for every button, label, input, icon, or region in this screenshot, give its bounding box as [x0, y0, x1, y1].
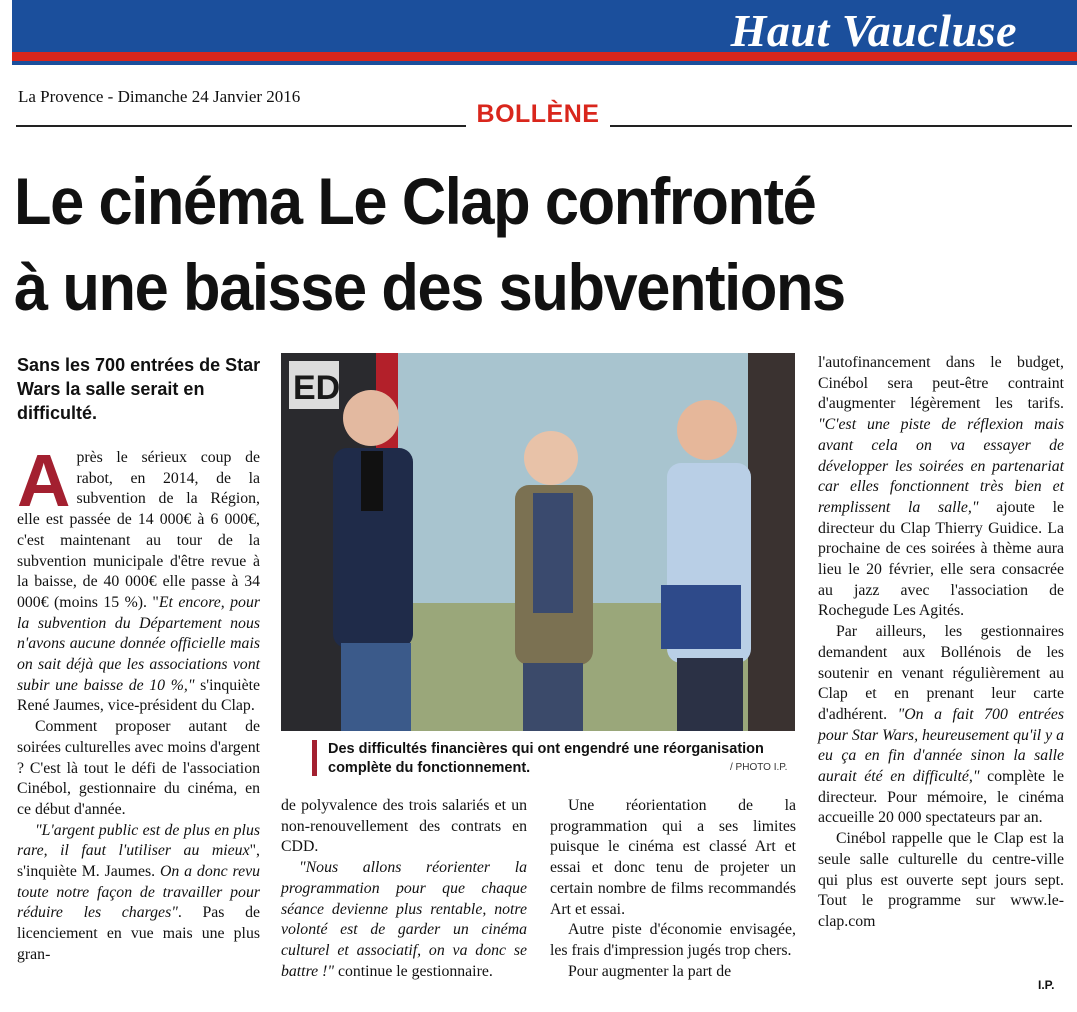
paragraph: Comment proposer autant de soirées culturelles avec moins d'argent ? C'est là tout le défi de l'association Cinébol, gestionnaire du cinéma, en ce début d'année.: [17, 718, 260, 818]
article-column-4: [818, 353, 1064, 933]
quote-run: On a donc revu toute notre façon de travailler pour réduire les charges": [17, 863, 260, 922]
rule-left: [16, 125, 466, 127]
drop-cap: A: [17, 439, 71, 522]
text-run: ", s'inquiète M. Jaumes.: [17, 842, 260, 881]
photo-credit: / PHOTO I.P.: [730, 762, 788, 773]
section-label: BOLLÈNE: [476, 100, 600, 128]
quote-run: "C'est une piste de réflexion mais avant cela on va essayer de développer les soirées en partenariat car elles fonctionnent très bien et remplissent la salle,": [818, 416, 1064, 516]
paragraph: Autre piste d'économie envisagée, les frais d'impression jugés trop chers.: [550, 921, 796, 959]
paragraph: [17, 821, 260, 966]
quote-run: "Nous allons réorienter la programmation pour que chaque séance devienne plus rentable, notre volonté est de garder un cinéma culturel et associatif, on va donc se battre !": [281, 859, 527, 980]
edition-title: Haut Vaucluse: [730, 5, 1017, 56]
paragraph: Cinébol rappelle que le Clap est la seule salle culturelle du centre-ville qui plus est ouverte sept jours sept. Tout le programme sur www.le-clap.com: [818, 830, 1064, 930]
text-run: complète le directeur. Pour mémoire, le cinéma accueille 20 000 spectateurs par an.: [818, 768, 1065, 827]
article-column-1: [17, 439, 261, 966]
paragraph: de polyvalence des trois salariés et un non-renouvellement des contrats en CDD.: [281, 797, 527, 856]
text-run: l'autofinancement dans le budget, Cinébol sera peut-être contraint d'augmenter légèrement les tarifs.: [818, 354, 1064, 413]
masthead-banner: [0, 0, 1077, 66]
standfirst: Sans les 700 entrées de Star Wars la salle serait en difficulté.: [17, 355, 261, 423]
quote-run: Et encore, pour la subvention du Département nous n'avons aucune donnée officielle mais on sait déjà que les associations vont subir une baisse de 10 %,": [17, 593, 261, 694]
text-run: Par ailleurs, les gestionnaires demandent aux Bollénois de les soutenir en venant régulièrement au Clap et en prenant leur carte d'adhérent.: [818, 623, 1064, 723]
text-run: continue le gestionnaire.: [334, 962, 493, 980]
article-column-3: [550, 796, 796, 982]
banner-blue-strip: [12, 61, 1077, 65]
quote-run: "On a fait 700 entrées pour Star Wars, heureusement qu'il y a eu ça en fin d'année sinon la salle aurait été en difficulté,": [818, 705, 1064, 786]
paragraph: [818, 353, 1064, 622]
article-photo: [281, 353, 795, 731]
author-signature: I.P.: [1038, 978, 1055, 992]
headline-line-1: Le cinéma Le Clap confronté: [14, 164, 816, 238]
quote-run: "L'argent public est de plus en plus rare, il faut l'utiliser au mieux: [17, 821, 260, 860]
text-run: s'inquiète René Jaumes, vice-président du Clap.: [17, 676, 260, 715]
text-run: . Pas de licenciement en vue mais une plus gran-: [17, 904, 260, 963]
rule-right: [610, 125, 1072, 127]
headline: [14, 158, 1000, 330]
photo-caption: Des difficultés financières qui ont engendré une réorganisation complète du fonctionnement.: [328, 741, 764, 776]
article-column-2: [281, 796, 527, 982]
text-run: près le sérieux coup de rabot, en 2014, de la subvention de la Région, elle est passée de 14 000€ à 6 000€, c'est maintenant au tour de la subvention municipale d'être revue à la baisse, de 40 000€ elle passe à 34 000€ (moins 15 %). ": [17, 449, 260, 611]
photo-illustration: [281, 353, 795, 731]
dateline: La Provence - Dimanche 24 Janvier 2016: [18, 87, 301, 106]
text-run: ajoute le directeur du Clap Thierry Guidice. La prochaine de ces soirées à thème aura lieu le 20 février, elle sera consacrée au jazz avec l'association de Rochegude Les Agités.: [818, 498, 1064, 620]
paragraph: [281, 858, 527, 982]
paragraph: [17, 439, 261, 717]
headline-line-2: à une baisse des subventions: [14, 250, 845, 324]
paragraph: Une réorientation de la programmation qui a ses limites puisque le cinéma est classé Art et essai et donc tenu de projeter un certain nombre de films recommandés Art et essai.: [550, 797, 796, 918]
paragraph: Pour augmenter la part de: [568, 962, 732, 980]
paragraph: [818, 622, 1064, 829]
cinema-sign-text: ED: [293, 369, 341, 407]
